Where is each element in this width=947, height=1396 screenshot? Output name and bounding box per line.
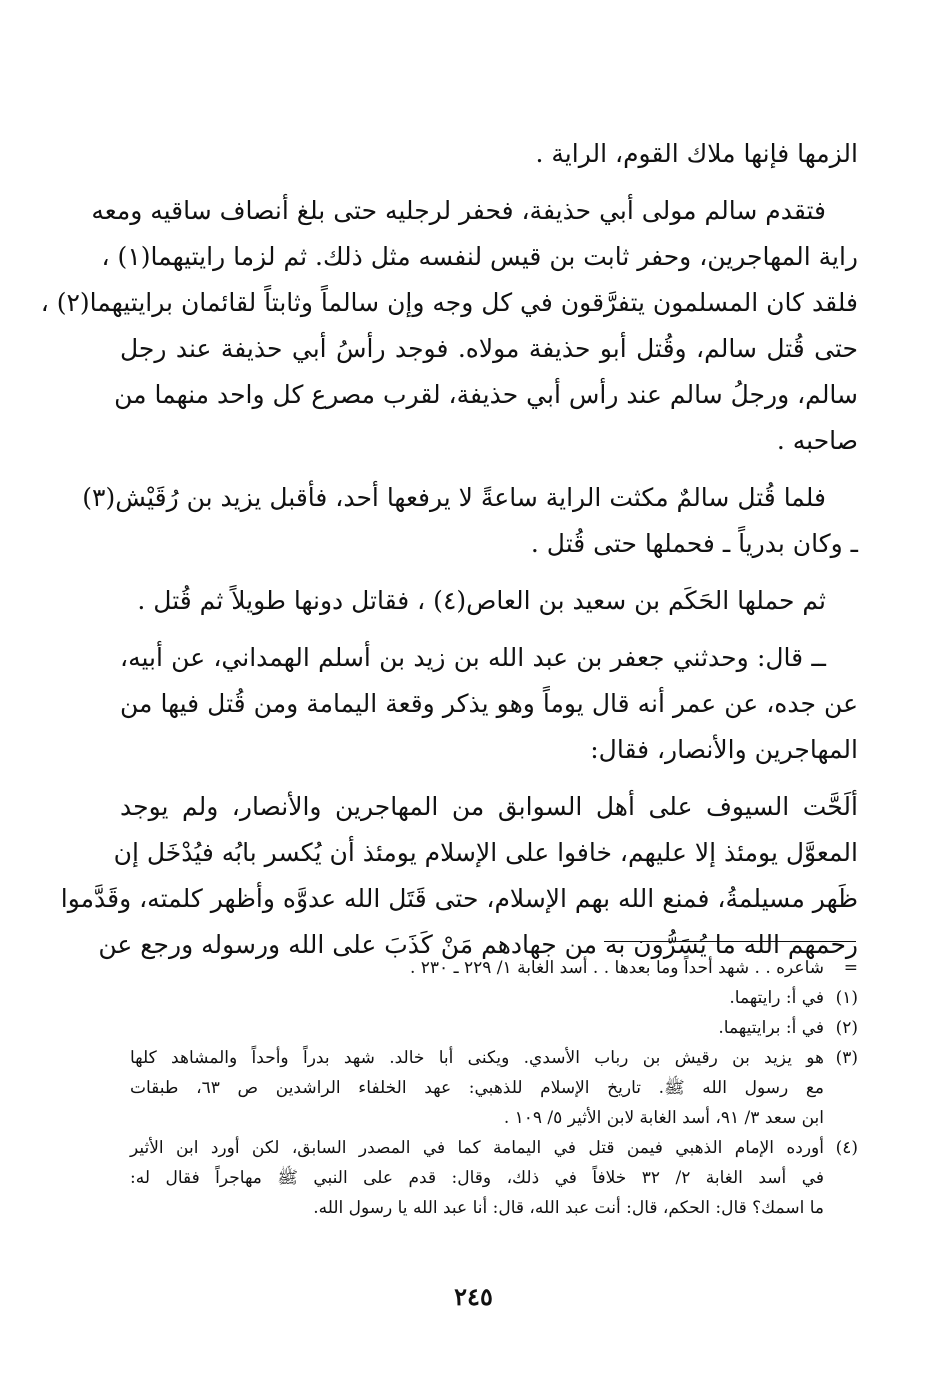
paragraph (120, 635, 858, 773)
paragraph (120, 131, 858, 177)
footnote-line: في أسد الغابة ٢/ ٣٢ خلافاً في ذلك، وقال: قدم على النبي ﷺ مهاجراً فقال له: (130, 1168, 824, 1188)
footnote-body (130, 983, 824, 1013)
footnote-marker: (٢) (835, 1018, 858, 1038)
paragraph (82, 475, 858, 567)
footnote (130, 1043, 858, 1133)
text-line: رحمهم الله ما يُسَرُّون به من جهادهم مَنْ كَذَبَ على الله ورسوله ورجع عن (98, 930, 858, 959)
footnote-body (130, 1013, 824, 1043)
text-line: راية المهاجرين، وحفر ثابت بن قيس لنفسه مثل ذلك. ثم لزما رايتيهما(١) ، (101, 242, 858, 271)
footnote-line: مع رسول الله ﷺ. تاريخ الإسلام للذهبي: عهد الخلفاء الراشدين ص ٦٣، طبقات (130, 1078, 824, 1098)
text-line: فتقدم سالم مولى أبي حذيفة، فحفر لرجليه حتى بلغ أنصاف ساقيه ومعه (91, 196, 826, 225)
footnotes (130, 953, 858, 1223)
text-line: المهاجرين والأنصار، فقال: (590, 735, 858, 764)
page-number: ٢٤٥ (454, 1282, 493, 1311)
paragraph (40, 188, 858, 464)
footnote-body (130, 953, 824, 983)
footnote-marker: (٤) (835, 1138, 858, 1158)
footnote-line: هو يزيد بن رقيش بن رباب الأسدي. ويكنى أبا خالد. شهد بدراً وأحداً والمشاهد كلها (130, 1048, 824, 1068)
text-line: الزمها فإنها ملاك القوم، الراية . (535, 139, 858, 168)
text-line: ثم حملها الحَكَم بن سعيد بن العاص(٤) ، فقاتل دونها طويلاً ثم قُتل . (137, 586, 826, 615)
text-line: سالم، ورجلُ سالم عند رأس أبي حذيفة، لقرب مصرع كل واحد منهما من (114, 380, 858, 409)
text-line: فلقد كان المسلمون يتفرَّقون في كل وجه وإن سالماً وثابتاً لقائمان برايتيهما(٢) ، (40, 288, 858, 317)
text-line: المعوَّل يومئذ إلا عليهم، خافوا على الإسلام يومئذ أن يُكسر بابُه فيُدْخَل إن (113, 838, 858, 867)
footnote (130, 983, 858, 1013)
footnote-line: أورده الإمام الذهبي فيمن قتل في اليمامة كما في المصدر السابق، لكن أورد ابن الأثير (130, 1138, 824, 1158)
footnote-line: في أ: رايتهما. (729, 988, 824, 1008)
paragraph (120, 578, 858, 624)
text-line: صاحبه . (776, 426, 858, 455)
main-text (40, 131, 858, 979)
text-line: فلما قُتل سالمٌ مكثت الراية ساعةً لا يرفعها أحد، فأقبل يزيد بن رُقَيْش(٣) (82, 483, 826, 512)
footnote-line: ما اسمك؟ قال: الحكم، قال: أنت عبد الله، قال: أنا عبد الله يا رسول الله. (313, 1198, 824, 1218)
footnote (130, 1013, 858, 1043)
footnote-separator (604, 941, 856, 942)
footnote-line: شاعره . . شهد أحداً وما بعدها . . أسد الغابة ١/ ٢٢٩ ـ ٢٣٠ . (409, 958, 824, 978)
text-line: ـ وكان بدرياً ـ فحملها حتى قُتل . (530, 529, 858, 558)
footnote-marker: = (843, 958, 858, 978)
footnote (130, 953, 858, 983)
text-line: حتى قُتل سالم، وقُتل أبو حذيفة مولاه. فوجد رأسُ أبي حذيفة عند رجل (120, 334, 858, 363)
text-line: ــ قال: وحدثني جعفر بن عبد الله بن زيد بن أسلم الهمداني، عن أبيه، (120, 643, 826, 672)
footnote-line: ابن سعد ٣/ ٩١، أسد الغابة لابن الأثير ٥/ ١٠٩ . (503, 1108, 824, 1128)
footnote-line: في أ: برايتيهما. (718, 1018, 824, 1038)
footnote-marker: (١) (835, 988, 858, 1008)
footnote-marker: (٣) (835, 1048, 858, 1068)
footnote (130, 1133, 858, 1223)
text-line: ظَهر مسيلمةُ، فمنع الله بهم الإسلام، حتى قَتَل الله عدوَّه وأظهر كلمته، وقَدَّموا (60, 884, 858, 913)
footnote-body (130, 1043, 824, 1133)
text-line: عن جده، عن عمر أنه قال يوماً وهو يذكر وقعة اليمامة ومن قُتل فيها من (120, 689, 858, 718)
text-line: ألَحَّت السيوف على أهل السوابق من المهاجرين والأنصار، ولم يوجد (120, 792, 858, 821)
footnote-body (130, 1133, 824, 1223)
